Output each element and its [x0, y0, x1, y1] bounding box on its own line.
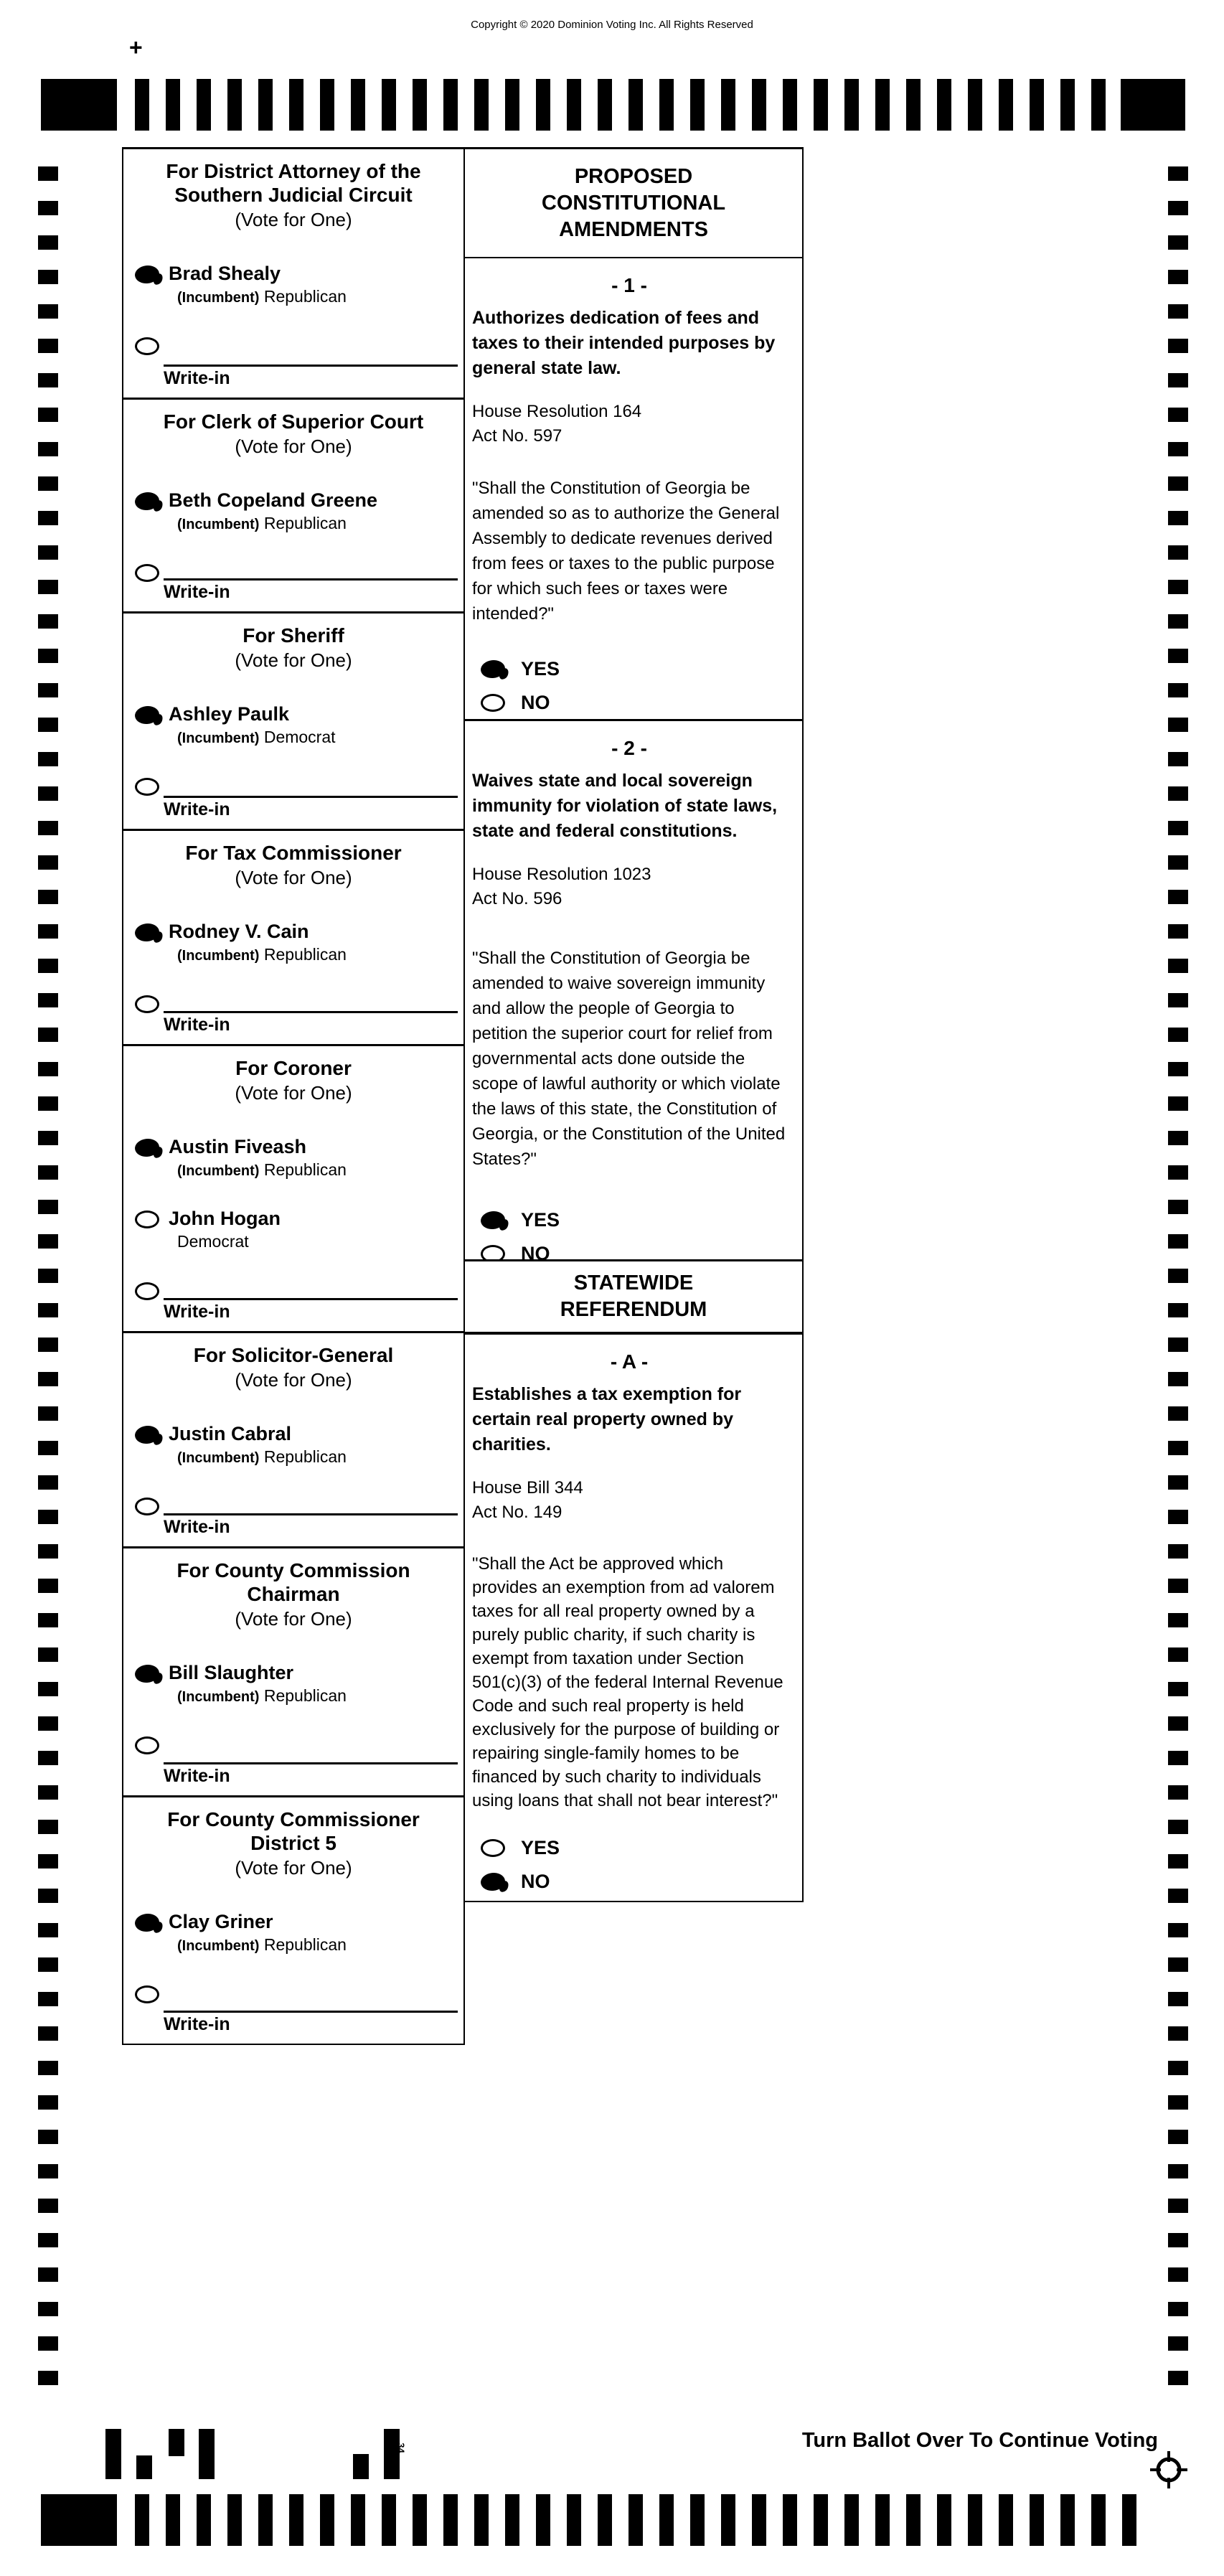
- candidate-name: John Hogan: [169, 1208, 281, 1229]
- yes-oval[interactable]: [480, 659, 506, 679]
- timing-marks-top-row: [135, 79, 1106, 131]
- candidate-row: [123, 1208, 463, 1279]
- write-in-oval[interactable]: [135, 337, 159, 355]
- vote-oval[interactable]: [134, 705, 160, 725]
- measure-summary: Waives state and local sovereign immunity for violation of state laws, state and federal constitutions.: [472, 771, 778, 841]
- candidate-row: [123, 921, 463, 992]
- candidate-row: [123, 1911, 463, 1983]
- no-option-row: [472, 692, 786, 714]
- timing-block-top-left: [41, 79, 117, 131]
- write-in-oval[interactable]: [135, 1985, 159, 2003]
- candidate-name: Austin Fiveash: [169, 1136, 307, 1157]
- vote-oval[interactable]: [134, 922, 160, 942]
- contest-title: For Sheriff: [243, 624, 344, 647]
- authority-line: House Resolution 1023: [472, 865, 651, 884]
- contest-title: For Solicitor-General: [193, 1344, 394, 1366]
- write-in-line[interactable]: [164, 365, 458, 367]
- amendments-header: PROPOSED CONSTITUTIONAL AMENDMENTS: [465, 149, 802, 258]
- stub-barcode-bar: [384, 2429, 400, 2479]
- vote-instruction: (Vote for One): [235, 436, 352, 457]
- vote-oval[interactable]: [134, 491, 160, 511]
- contest-title: For Tax Commissioner: [185, 842, 402, 864]
- write-in-area: [123, 796, 463, 829]
- timing-marks-right-column: [1168, 166, 1188, 2385]
- write-in-line[interactable]: [164, 796, 458, 798]
- measure-number: - 2 -: [611, 737, 647, 759]
- timing-block-bottom-left: [41, 2494, 117, 2546]
- write-in-line[interactable]: [164, 578, 458, 580]
- statewide-referendum-header: STATEWIDE REFERENDUM: [465, 1261, 802, 1333]
- candidate-row: [123, 1662, 463, 1734]
- party-label: Republican: [263, 514, 347, 532]
- registration-target-icon: [1148, 2449, 1190, 2491]
- write-in-area: [123, 2011, 463, 2044]
- yes-option-row: [472, 1837, 786, 1859]
- measure-summary: Establishes a tax exemption for certain real property owned by charities.: [472, 1384, 742, 1454]
- no-option-row: [472, 1243, 786, 1261]
- measure-summary: Authorizes dedication of fees and taxes to their intended purposes by general state law.: [472, 308, 776, 378]
- party-label: Republican: [263, 287, 347, 306]
- write-in-label: Write-in: [164, 1015, 230, 1035]
- yes-label: YES: [521, 1209, 560, 1231]
- write-in-area: [123, 1298, 463, 1331]
- contest-tax-commissioner: [123, 831, 463, 1046]
- contest-sheriff: [123, 614, 463, 831]
- authority-line: House Bill 344: [472, 1478, 583, 1498]
- party-label: Republican: [263, 1686, 347, 1705]
- measure-referendum-a: [465, 1333, 802, 1901]
- turn-ballot-notice: Turn Ballot Over To Continue Voting: [801, 2429, 1158, 2452]
- measure-amendment-2: [465, 721, 802, 1261]
- party-label: Republican: [263, 1160, 347, 1179]
- write-in-area: [123, 578, 463, 611]
- vote-instruction: (Vote for One): [235, 649, 352, 671]
- incumbent-label: (Incumbent): [177, 1689, 260, 1705]
- vote-oval[interactable]: [134, 264, 160, 284]
- vote-instruction: (Vote for One): [235, 1369, 352, 1391]
- contests-column: [122, 147, 465, 2045]
- no-label: NO: [521, 1871, 550, 1892]
- measure-amendment-1: [465, 258, 802, 721]
- write-in-label: Write-in: [164, 799, 230, 819]
- contest-title: For Coroner: [235, 1057, 352, 1079]
- vote-oval[interactable]: [134, 1424, 160, 1444]
- candidate-name: Bill Slaughter: [169, 1662, 294, 1683]
- contest-district-attorney: [123, 149, 463, 400]
- vote-oval[interactable]: [134, 1663, 160, 1683]
- write-in-area: [123, 1762, 463, 1795]
- write-in-oval-row: [123, 778, 463, 796]
- registration-plus-mark: +: [129, 34, 143, 60]
- stub-print-mark: 34: [395, 2443, 407, 2453]
- candidate-name: Clay Griner: [169, 1911, 273, 1932]
- write-in-area: [123, 1513, 463, 1546]
- no-option-row: [472, 1871, 786, 1893]
- no-label: NO: [521, 1243, 550, 1261]
- stub-barcode-bar: [169, 2429, 184, 2456]
- no-oval[interactable]: [481, 694, 505, 712]
- incumbent-label: (Incumbent): [177, 517, 260, 532]
- incumbent-label: (Incumbent): [177, 1938, 260, 1954]
- incumbent-label: (Incumbent): [177, 290, 260, 306]
- measure-number: - A -: [610, 1350, 649, 1373]
- contest-solicitor-general: [123, 1333, 463, 1548]
- yes-oval[interactable]: [480, 1210, 506, 1230]
- vote-instruction: (Vote for One): [235, 1082, 352, 1104]
- vote-instruction: (Vote for One): [235, 1608, 352, 1630]
- write-in-area: [123, 1011, 463, 1044]
- write-in-oval[interactable]: [135, 778, 159, 796]
- write-in-label: Write-in: [164, 2014, 230, 2034]
- write-in-label: Write-in: [164, 582, 230, 602]
- write-in-line[interactable]: [164, 1011, 458, 1013]
- timing-marks-left-column: [38, 166, 58, 2385]
- timing-block-top-right: [1121, 79, 1185, 131]
- contest-title: For Clerk of Superior Court: [163, 410, 424, 433]
- write-in-line[interactable]: [164, 1513, 458, 1515]
- incumbent-label: (Incumbent): [177, 948, 260, 964]
- write-in-label: Write-in: [164, 1302, 230, 1322]
- write-in-area: [123, 365, 463, 398]
- yes-option-row: [472, 658, 786, 680]
- write-in-label: Write-in: [164, 368, 230, 388]
- yes-option-row: [472, 1209, 786, 1231]
- stub-barcode-bar: [353, 2454, 369, 2479]
- measure-question: "Shall the Constitution of Georgia be amended to waive sovereign immunity and allow the people of Georgia to petition the superior court for relief from governmental acts done outside the scope of lawful authority or which violate the laws of this state, the Constitution of Georgia, or the Constitution of the United States?": [472, 949, 786, 1169]
- write-in-oval-row: [123, 337, 463, 355]
- contest-title: For County Commission Chairman: [176, 1559, 410, 1605]
- contest-title: For District Attorney of the Southern Judicial Circuit: [166, 160, 421, 206]
- contest-coroner: [123, 1046, 463, 1333]
- no-label: NO: [521, 692, 550, 713]
- write-in-line[interactable]: [164, 2011, 458, 2013]
- candidate-row: [123, 703, 463, 775]
- vote-instruction: (Vote for One): [235, 867, 352, 888]
- write-in-oval-row: [123, 1985, 463, 2003]
- vote-instruction: (Vote for One): [235, 1857, 352, 1879]
- incumbent-label: (Incumbent): [177, 1163, 260, 1179]
- no-oval[interactable]: [480, 1871, 506, 1891]
- candidate-name: Rodney V. Cain: [169, 921, 309, 942]
- yes-label: YES: [521, 658, 560, 680]
- candidate-row: [123, 489, 463, 561]
- candidate-row: [123, 263, 463, 334]
- incumbent-label: (Incumbent): [177, 1450, 260, 1466]
- authority-line: House Resolution 164: [472, 402, 642, 421]
- copyright-text: Copyright © 2020 Dominion Voting Inc. All Rights Reserved: [471, 19, 753, 31]
- stub-barcode-bar: [105, 2429, 121, 2479]
- candidate-row: [123, 1136, 463, 1208]
- party-label: Republican: [263, 1447, 347, 1466]
- candidate-name: Justin Cabral: [169, 1423, 292, 1444]
- contest-county-commissioner-district-5: [123, 1797, 463, 2044]
- incumbent-label: (Incumbent): [177, 730, 260, 746]
- measures-column: [463, 147, 804, 1902]
- stub-barcode-bar: [136, 2455, 152, 2479]
- timing-marks-bottom-row: [135, 2494, 1136, 2546]
- party-label: Republican: [263, 945, 347, 964]
- authority-line: Act No. 149: [472, 1503, 562, 1522]
- write-in-label: Write-in: [164, 1766, 230, 1786]
- write-in-oval[interactable]: [135, 1736, 159, 1754]
- vote-oval[interactable]: [134, 1137, 160, 1157]
- write-in-line[interactable]: [164, 1298, 458, 1300]
- yes-label: YES: [521, 1837, 560, 1858]
- contest-clerk-superior-court: [123, 400, 463, 614]
- authority-line: Act No. 596: [472, 889, 562, 908]
- contest-county-commission-chairman: [123, 1548, 463, 1797]
- vote-instruction: (Vote for One): [235, 209, 352, 230]
- measure-number: - 1 -: [611, 274, 647, 296]
- write-in-label: Write-in: [164, 1517, 230, 1537]
- party-label: Democrat: [177, 1232, 249, 1251]
- candidate-name: Beth Copeland Greene: [169, 489, 378, 511]
- party-label: Democrat: [263, 728, 336, 746]
- contest-title: For County Commissioner District 5: [167, 1808, 420, 1854]
- write-in-oval-row: [123, 1736, 463, 1754]
- measure-question: "Shall the Act be approved which provides an exemption from ad valorem taxes for all real property owned by a purely public charity, if such charity is exempt from taxation under Section 501(c)(3) of the federal Internal Revenue Code and such real property is held exclusively for the purpose of building or repairing single-family homes to be financed by such charity to individuals using loans that shall not bear interest?": [472, 1554, 783, 1810]
- measure-question: "Shall the Constitution of Georgia be amended so as to authorize the General Assembly to dedicate revenues derived from fees or taxes to the public purpose for which such fees or taxes were intended?": [472, 479, 780, 624]
- candidate-name: Ashley Paulk: [169, 703, 290, 725]
- party-label: Republican: [263, 1935, 347, 1954]
- stub-barcode-bar: [199, 2429, 215, 2479]
- candidate-row: [123, 1423, 463, 1495]
- candidate-name: Brad Shealy: [169, 263, 281, 284]
- yes-oval[interactable]: [481, 1839, 505, 1857]
- authority-line: Act No. 597: [472, 426, 562, 446]
- vote-oval[interactable]: [134, 1912, 160, 1932]
- vote-oval[interactable]: [135, 1211, 159, 1228]
- no-oval[interactable]: [481, 1245, 505, 1261]
- write-in-line[interactable]: [164, 1762, 458, 1764]
